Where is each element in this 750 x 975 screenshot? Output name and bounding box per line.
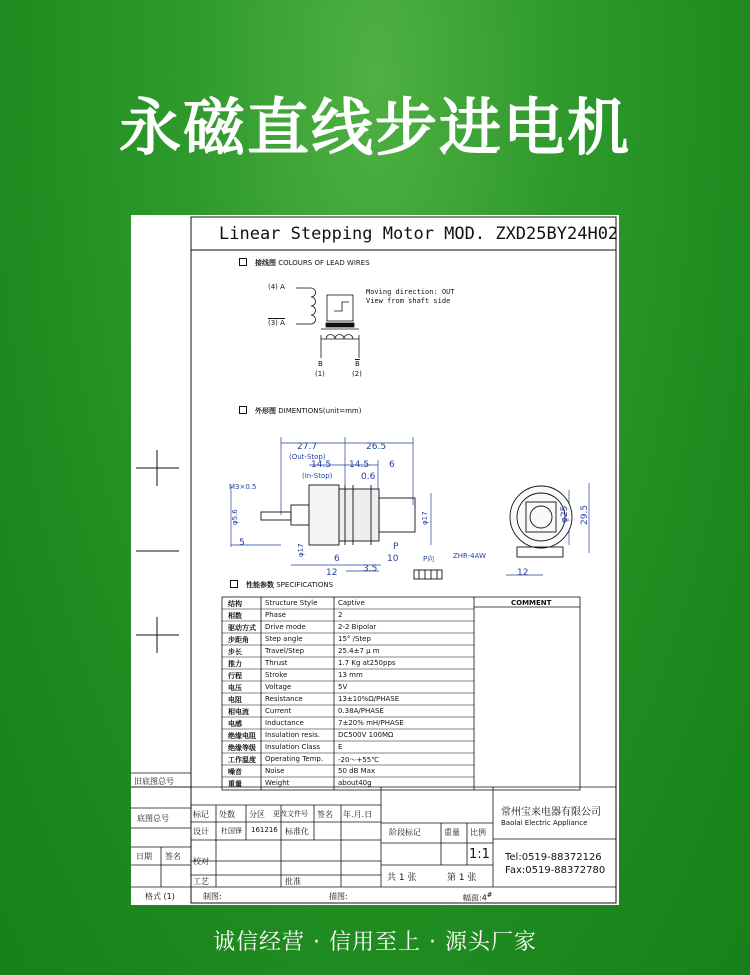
dim-thread: M3×0.5 (229, 483, 257, 491)
spec-value: Captive (338, 599, 365, 607)
tb-drawn-by: 制图: (203, 892, 222, 901)
company-tel: Tel:0519-88372126 (505, 852, 602, 863)
spec-value: 15° /Step (338, 635, 371, 643)
spec-label-cn: 电压 (228, 684, 242, 692)
dim-phi-17-b: φ17 (421, 511, 429, 525)
dim-12-a: 12 (326, 568, 338, 578)
dim-out-stop: (Out-Stop) (289, 453, 326, 461)
spec-label-en: Current (265, 707, 292, 715)
tb-process: 工艺 (193, 877, 209, 886)
date-label: 日期 (136, 852, 152, 861)
dim-connector: ZHR-4AW (453, 552, 486, 560)
dim-3-5: 3.5 (363, 564, 378, 574)
spec-value: 7±20% mH/PHASE (338, 719, 404, 727)
spec-value: 1.7 Kg at250pps (338, 659, 396, 667)
dim-p: P (393, 542, 399, 552)
checkbox-icon (230, 580, 238, 588)
spec-value: 13 mm (338, 671, 363, 679)
view-note: View from shaft side (366, 297, 451, 305)
pin-b-label: B (318, 360, 323, 368)
old-drawing-number: 旧底图总号 (134, 777, 174, 786)
spec-label-en: Drive mode (265, 623, 306, 631)
dim-5: 5 (239, 538, 245, 548)
tb-mark: 标记 (193, 810, 209, 819)
spec-label-cn: 噪音 (228, 768, 242, 776)
company-name-en: Baolai Electric Appliance (501, 819, 588, 827)
dim-phi-17-a: φ17 (297, 543, 305, 557)
tb-scale-value: 1:1 (469, 847, 490, 862)
tb-scale: 比例 (470, 828, 486, 837)
dim-27-7: 27.7 (297, 442, 318, 452)
drawing-sheet (131, 215, 619, 905)
comment-header: COMMENT (511, 599, 552, 607)
spec-value: about40g (338, 779, 372, 787)
spec-label-en: Insulation resis. (265, 731, 320, 739)
checkbox-icon (239, 258, 247, 266)
spec-value: -20～+55℃ (338, 756, 380, 764)
tb-stage-mark: 阶段标记 (389, 828, 421, 837)
spec-label-en: Thrust (265, 659, 288, 667)
spec-label-cn: 步距角 (228, 636, 249, 644)
dim-12-b: 12 (517, 568, 529, 578)
wiring-heading: 接线图 COLOURS OF LEAD WIRES (239, 258, 370, 268)
spec-label-cn: 步长 (228, 648, 242, 656)
spec-value: 13±10%Ω/PHASE (338, 695, 400, 703)
dim-phi-25: φ25 (560, 505, 570, 523)
dim-29-5: 29.5 (580, 504, 590, 525)
spec-label-en: Voltage (265, 683, 292, 691)
spec-label-en: Insulation Class (265, 743, 320, 751)
tb-count: 处数 (219, 810, 235, 819)
spec-label-en: Resistance (265, 695, 303, 703)
dim-6-b: 6 (334, 554, 340, 564)
pin-a-label: (4) A (268, 283, 285, 291)
spec-label-cn: 绝缘等级 (228, 744, 256, 752)
dim-in-stop: (In-Stop) (302, 472, 333, 480)
spec-value: 2-2 Bipolar (338, 623, 377, 631)
spec-value: 5V (338, 683, 348, 691)
spec-label-en: Step angle (265, 635, 303, 643)
spec-value: 2 (338, 611, 343, 619)
tb-approve: 批准 (285, 877, 301, 886)
tb-designer: 杜国锋 (221, 827, 242, 835)
tb-weight: 重量 (444, 828, 460, 837)
tb-design: 设计 (193, 827, 209, 836)
spec-label-cn: 推力 (228, 660, 242, 668)
tb-format: 格式 (1) (145, 892, 175, 901)
spec-label-cn: 行程 (228, 672, 242, 680)
pin-b-bar-number: (2) (352, 370, 362, 378)
pin-b-number: (1) (315, 370, 325, 378)
tb-change-doc: 更改文件号 (273, 810, 308, 818)
spec-label-en: Weight (265, 779, 290, 787)
dim-6: 6 (389, 460, 395, 470)
spec-label-en: Phase (265, 611, 286, 619)
dim-10: 10 (387, 554, 399, 564)
checkbox-icon (239, 406, 247, 414)
spec-label-cn: 电阻 (228, 696, 242, 704)
tb-zone: 分区 (249, 810, 265, 819)
spec-value: DC500V 100MΩ (338, 731, 394, 739)
tb-check: 校对 (193, 857, 209, 866)
dim-0-6: 0.6 (361, 472, 376, 482)
spec-label-en: Operating Temp. (265, 755, 324, 763)
tb-design-date: 161216 (251, 826, 278, 834)
spec-label-en: Stroke (265, 671, 288, 679)
dim-14-5-b: 14.5 (349, 460, 370, 470)
tb-sheet-number: 第 1 张 (447, 873, 477, 883)
pin-b-bar-label: $\overline{B}$ (355, 360, 360, 368)
spec-label-cn: 相数 (228, 612, 242, 620)
tb-total-sheets: 共 1 张 (387, 873, 417, 883)
spec-label-cn: 相电流 (228, 708, 249, 716)
spec-value: E (338, 743, 343, 751)
spec-label-cn: 电感 (228, 720, 242, 728)
dimensions-heading: 外形图 DIMENTIONS(unit=mm) (239, 406, 361, 416)
dim-26-5: 26.5 (366, 442, 387, 452)
tb-ymd: 年.月.日 (343, 810, 373, 819)
base-drawing-number: 底图总号 (137, 814, 169, 823)
spec-label-cn: 驱动方式 (228, 624, 256, 632)
spec-label-cn: 结构 (228, 600, 242, 608)
dim-14-5-a: 14.5 (311, 460, 332, 470)
spec-label-en: Travel/Step (265, 647, 305, 655)
pin-a-bar-label: (3) A (268, 319, 285, 327)
moving-direction-note: Moving direction: OUT (366, 288, 455, 296)
sign-label: 签名 (165, 852, 181, 861)
tagline: 诚信经营 · 信用至上 · 源头厂家 (213, 930, 537, 955)
tb-traced-by: 描图: (329, 892, 348, 901)
tb-sheet-size: 幅面:4# (463, 891, 493, 903)
company-fax: Fax:0519-88372780 (505, 865, 606, 876)
spec-label-cn: 绝缘电阻 (228, 732, 256, 740)
spec-label-cn: 工作温度 (228, 756, 256, 764)
spec-heading: 性能参数 SPECIFICATIONS (230, 580, 333, 590)
drawing-title: Linear Stepping Motor MOD. ZXD25BY24H02 (219, 224, 619, 244)
spec-value: 50 dB Max (338, 767, 376, 775)
spec-value: 25.4±7 μ m (338, 647, 380, 655)
spec-label-en: Inductance (265, 719, 304, 727)
page-title: 永磁直线步进电机 (118, 91, 631, 164)
tb-sign: 签名 (317, 810, 333, 819)
tb-standardize: 标准化 (285, 827, 309, 836)
dim-phi-5-6: φ5.6 (231, 509, 239, 525)
drawing-lines (131, 215, 619, 905)
company-name-cn: 常州宝来电器有限公司 (501, 807, 601, 818)
spec-value: 0.38A/PHASE (338, 707, 384, 715)
dim-p-direction: P向 (423, 555, 435, 563)
spec-label-cn: 重量 (228, 780, 242, 788)
spec-label-en: Noise (265, 767, 285, 775)
spec-label-en: Structure Style (265, 599, 318, 607)
